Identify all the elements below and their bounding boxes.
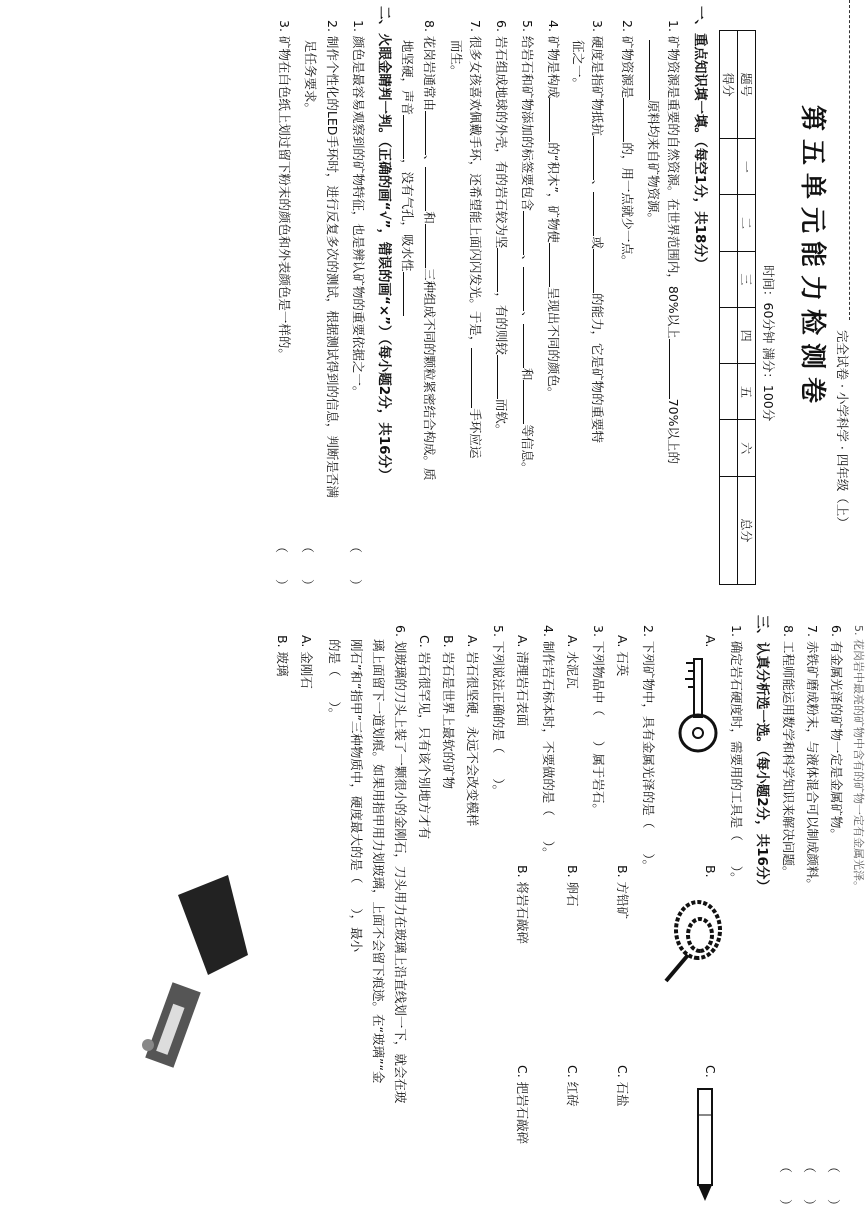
- score-cell[interactable]: [720, 476, 738, 584]
- q8-text: 8. 花岗岩通常由: [422, 20, 437, 111]
- choice-2-option-b[interactable]: B. 方铅矿: [615, 865, 630, 920]
- score-cell: 六: [738, 420, 756, 476]
- cut-line: [849, 0, 850, 320]
- choice-4-option-b[interactable]: B. 将岩石敲碎: [515, 865, 530, 945]
- glass-cutter-image: [118, 865, 248, 1085]
- exam-title: 第五单元能力检测卷: [797, 105, 827, 412]
- question-5: [519, 20, 536, 474]
- score-cell: 总分: [738, 476, 756, 584]
- choice-6-cont-3: 的是（ ）。: [327, 639, 342, 721]
- score-cell[interactable]: [720, 195, 738, 251]
- q8-and: 和: [422, 211, 437, 224]
- choice-3-option-b[interactable]: B. 卵石: [565, 865, 580, 907]
- exam-meta: 时间：60分钟 满分：100分: [761, 265, 776, 422]
- top-note: 完全试卷 · 小学科学 · 四年级（上）: [835, 330, 850, 529]
- answer-blank[interactable]: [497, 248, 510, 292]
- section-3-heading: 三、认真分析选一选。（每小题2分，共16分）: [754, 615, 770, 893]
- choice-1-option-a[interactable]: A.: [703, 635, 718, 648]
- score-cell[interactable]: [720, 307, 738, 363]
- answer-paren[interactable]: （ ）: [273, 540, 288, 593]
- cropped-line: 5. 花岗岩中最亮的矿物中含有的矿物一定有金属光泽。: [852, 625, 865, 892]
- answer-blank[interactable]: [425, 111, 438, 155]
- q3-text: 3. 硬度是指矿物抵抗: [590, 20, 605, 136]
- q6-text-b: ，有的则较: [494, 292, 509, 355]
- choice-6-option-a[interactable]: A. 金刚石: [299, 635, 314, 689]
- score-cell: 一: [738, 139, 756, 195]
- q5-and: 和: [520, 367, 535, 381]
- q7-text-b: 手环应运: [468, 408, 483, 459]
- question-2: [619, 20, 636, 267]
- nail-icon: [688, 1085, 718, 1205]
- question-1-cont: [645, 40, 662, 225]
- answer-blank[interactable]: [669, 339, 682, 399]
- q3-text-d: 的能力，它是矿物的重要特: [590, 292, 605, 443]
- q4-text: 4. 矿物是构成: [546, 20, 561, 99]
- question-7-cont: 而生。: [449, 40, 464, 78]
- choice-1-option-b[interactable]: B.: [703, 865, 718, 878]
- answer-blank[interactable]: [471, 348, 484, 408]
- judge-7: 7. 赤铁矿磨成粉末，与液体混合可以制成颜料。: [805, 625, 820, 891]
- q2-text: 2. 矿物资源是: [620, 20, 635, 99]
- choice-1-option-c[interactable]: C.: [703, 1065, 718, 1078]
- q5-sep: 、: [520, 254, 535, 268]
- judge-6: 6. 有金属光泽的矿物一定是金属矿物。: [829, 625, 844, 841]
- q8-text-d: 三种组成不同的颗粒紧密结合构成。质: [422, 267, 437, 481]
- choice-2: 2. 下列矿物中，具有金属光泽的是（ ）。: [641, 625, 656, 873]
- q8-text-e: 地坚硬，声音: [400, 40, 415, 116]
- score-cell: 三: [738, 251, 756, 307]
- score-row-header: [738, 31, 756, 585]
- judge-8: 8. 工程师能运用数学和科学知识来解决问题。: [781, 625, 796, 879]
- q1-text-c: 原料均来自矿物资源。: [646, 100, 661, 226]
- section-2-heading: 二、火眼金睛判一判。（正确的画“√”，错误的画“×”）（每小题2分，共16分）: [376, 6, 392, 482]
- choice-3: 3. 下列物品中（ ）属于岩石。: [591, 625, 606, 816]
- answer-blank[interactable]: [549, 98, 562, 142]
- answer-paren[interactable]: （ ）: [801, 1160, 816, 1213]
- section-1-heading: 一、重点知识填一填。（每空1分，共18分）: [692, 6, 708, 271]
- choice-6: 6. 划玻璃的刀头上装了一颗很小的金刚石，刀头用力在玻璃上沿直线划一下，就会在玻: [393, 625, 408, 1104]
- judge-1: 1. 颜色是最容易观察到的矿物特征，也是辨认矿物的重要依据之一。: [351, 20, 366, 399]
- judge-2-cont: 足任务要求。: [303, 40, 318, 116]
- q4-text-c: 呈现出不同的颜色。: [546, 286, 561, 400]
- question-3: [589, 20, 606, 443]
- choice-5: 5. 下列说法正确的是（ ）。: [491, 625, 506, 798]
- answer-blank[interactable]: [593, 249, 606, 293]
- q7-text: 7. 很多女孩喜欢佩戴手环，还希望能上面闪闪发光。于是，: [468, 20, 483, 349]
- score-table: [719, 30, 756, 585]
- choice-1: 1. 确定岩石硬度时，需要用的工具是（ ）。: [729, 625, 744, 885]
- choice-5-option-c[interactable]: C. 岩石很罕见，只有该个别地方才有: [417, 635, 432, 840]
- q6-text: 6. 岩石组成地球的外壳，有的岩石较为坚: [494, 20, 509, 249]
- q8-sep: 、: [422, 154, 437, 168]
- answer-blank[interactable]: [425, 167, 438, 211]
- q3-or: 或: [590, 236, 605, 249]
- q6-text-c: 而软。: [494, 398, 509, 437]
- score-cell[interactable]: [720, 139, 738, 195]
- choice-2-option-a[interactable]: A. 石英: [615, 635, 630, 677]
- choice-3-option-a[interactable]: A. 水泥瓦: [565, 635, 580, 689]
- question-7: [467, 20, 484, 458]
- answer-blank[interactable]: [649, 40, 662, 100]
- choice-5-option-b[interactable]: B. 岩石是世界上最软的矿物: [441, 635, 456, 790]
- answer-blank[interactable]: [523, 324, 536, 368]
- answer-blank[interactable]: [549, 243, 562, 287]
- score-cell: 五: [738, 364, 756, 420]
- answer-blank[interactable]: [425, 224, 438, 268]
- choice-6-cont-2: 刚石”和“指甲”三种物质中，硬度最大的是（ ），最小: [349, 639, 364, 953]
- answer-blank[interactable]: [497, 355, 510, 399]
- choice-4-option-c[interactable]: C. 把岩石敲碎: [515, 1065, 530, 1145]
- choice-4-option-a[interactable]: A. 清理岩石表面: [515, 635, 530, 727]
- choice-6-option-b[interactable]: B. 玻璃: [275, 635, 290, 677]
- answer-blank[interactable]: [523, 267, 536, 311]
- judge-3: 3. 矿物在白色纸上划过留下粉末的颜色和外表颜色是一样的。: [277, 20, 292, 361]
- answer-paren[interactable]: （ ）: [347, 540, 362, 593]
- question-3-cont: 征之一。: [571, 40, 586, 91]
- q5-sep: 、: [520, 311, 535, 324]
- page-right: [0, 615, 868, 1227]
- score-cell: 题号: [738, 31, 756, 139]
- answer-paren[interactable]: （ ）: [825, 1160, 840, 1213]
- score-cell: 得分: [720, 31, 738, 139]
- q1-text-b: 70%以上的: [666, 398, 681, 464]
- answer-blank[interactable]: [403, 272, 416, 316]
- answer-blank[interactable]: [523, 380, 536, 424]
- score-cell[interactable]: [720, 251, 738, 307]
- score-cell: 四: [738, 307, 756, 363]
- choice-5-option-a[interactable]: A. 岩石很坚硬，永远不会改变模样: [465, 635, 480, 827]
- q5-text: 5. 给岩石和矿物添加的标签要包含: [520, 20, 535, 211]
- score-cell: 二: [738, 195, 756, 251]
- q2-text-b: 的，用一点就少一点。: [620, 142, 635, 268]
- judge-2: 2. 制作个性化的LED手环时，进行反复多次的测试，根据测试得到的信息，判断是否满: [325, 20, 340, 498]
- answer-blank[interactable]: [623, 98, 636, 142]
- answer-paren[interactable]: （ ）: [777, 1160, 792, 1213]
- question-1: [665, 20, 682, 464]
- answer-paren[interactable]: （ ）: [299, 540, 314, 593]
- answer-blank[interactable]: [523, 211, 536, 255]
- q1-text: 1. 矿物资源是重要的自然资源。在世界范围内，80%以上: [666, 20, 681, 339]
- key-icon: [668, 655, 728, 755]
- score-cell[interactable]: [720, 420, 738, 476]
- rope-icon: [658, 885, 738, 985]
- question-6: [493, 20, 510, 436]
- choice-3-option-c[interactable]: C. 红砖: [565, 1065, 580, 1107]
- question-8: [421, 20, 438, 480]
- choice-2-option-c[interactable]: C. 石盐: [615, 1065, 630, 1107]
- answer-blank[interactable]: [593, 136, 606, 180]
- score-row-values: [720, 31, 738, 585]
- answer-blank[interactable]: [593, 192, 606, 236]
- choice-4: 4. 制作岩石标本时，不要做的是（ ）。: [541, 625, 556, 860]
- answer-blank[interactable]: [403, 115, 416, 159]
- question-8-cont: [399, 40, 416, 316]
- score-cell[interactable]: [720, 364, 738, 420]
- q3-sep: 、: [590, 179, 605, 193]
- q5-text-e: 等信息。: [520, 424, 535, 475]
- page-left: [0, 0, 868, 600]
- choice-6-cont-1: 璃上面留下一道划痕。如果用指甲用力划玻璃，上面不会留下痕迹。在“玻璃”“金: [371, 639, 386, 1084]
- question-4: [545, 20, 562, 399]
- q4-text-b: 的“积木”，矿物使: [546, 142, 561, 243]
- q8-text-f: ，没有气孔，吸水性: [400, 159, 415, 272]
